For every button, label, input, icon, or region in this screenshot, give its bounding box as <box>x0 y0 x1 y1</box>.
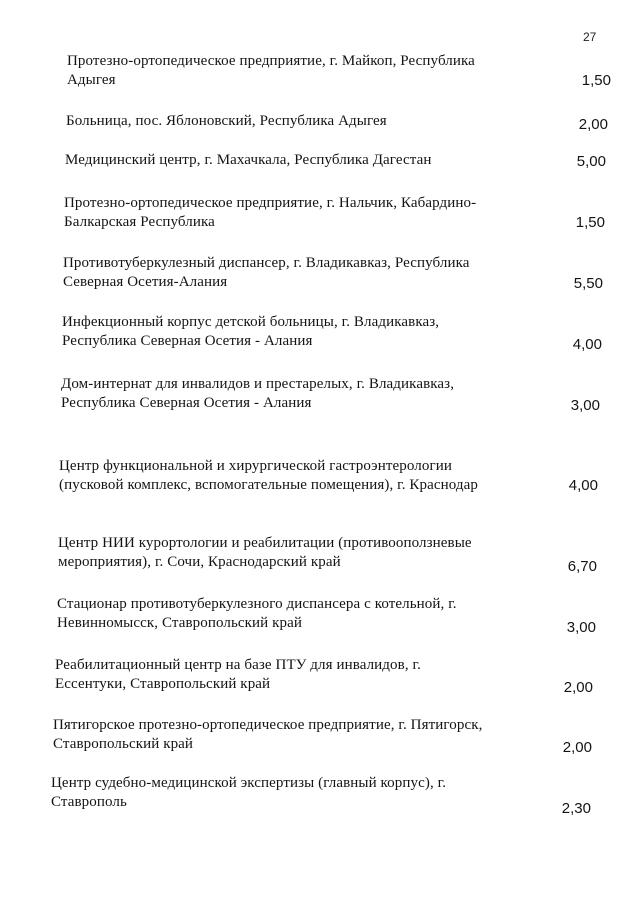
amount-value: 2,00 <box>562 739 592 756</box>
facility-name: Протезно-ортопедическое предприятие, г. Майкоп, Республика Адыгея <box>67 53 475 88</box>
facility-name: Пятигорское протезно-ортопедическое предприятие, г. Пятигорск, Ставропольский край <box>53 717 483 752</box>
facility-name: Центр функциональной и хирургической гастроэнтерологии (пусковой комплекс, вспомогательные помещения), г. Краснодар <box>59 458 479 493</box>
facility-name: Медицинский центр, г. Махачкала, Республика Дагестан <box>65 152 432 168</box>
amount-value: 3,00 <box>566 619 596 636</box>
amount-value: 1,50 <box>575 214 605 231</box>
amount-value: 3,00 <box>570 397 600 414</box>
amount-value: 4,00 <box>568 477 598 494</box>
facility-name: Противотуберкулезный диспансер, г. Владикавказ, Республика Северная Осетия-Алания <box>63 255 470 290</box>
amount-value: 2,30 <box>561 800 591 817</box>
facility-name: Стационар противотуберкулезного диспансера с котельной, г. Невинномысск, Ставропольский край <box>57 596 457 631</box>
amount-value: 5,00 <box>576 153 606 170</box>
amount-value: 6,70 <box>567 558 597 575</box>
amount-value: 5,50 <box>573 275 603 292</box>
facility-name: Протезно-ортопедическое предприятие, г. Нальчик, Кабардино-Балкарская Республика <box>64 195 477 230</box>
facility-name: Центр судебно-медицинской экспертизы (главный корпус), г. Ставрополь <box>51 775 447 810</box>
facility-name: Центр НИИ курортологии и реабилитации (противооползневые мероприятия), г. Сочи, Краснодарский край <box>58 535 472 570</box>
amount-value: 2,00 <box>563 679 593 696</box>
facility-name: Реабилитационный центр на базе ПТУ для инвалидов, г. Ессентуки, Ставропольский край <box>55 657 421 692</box>
amount-value: 1,50 <box>581 72 611 89</box>
facility-name: Больница, пос. Яблоновский, Республика Адыгея <box>66 113 387 129</box>
facility-name: Инфекционный корпус детской больницы, г. Владикавказ, Республика Северная Осетия - Алания <box>62 314 440 349</box>
amount-value: 2,00 <box>578 116 608 133</box>
facility-name: Дом-интернат для инвалидов и престарелых, г. Владикавказ, Республика Северная Осетия - Алания <box>61 376 455 411</box>
amount-value: 4,00 <box>572 336 602 353</box>
page-number: 27 <box>583 30 597 44</box>
